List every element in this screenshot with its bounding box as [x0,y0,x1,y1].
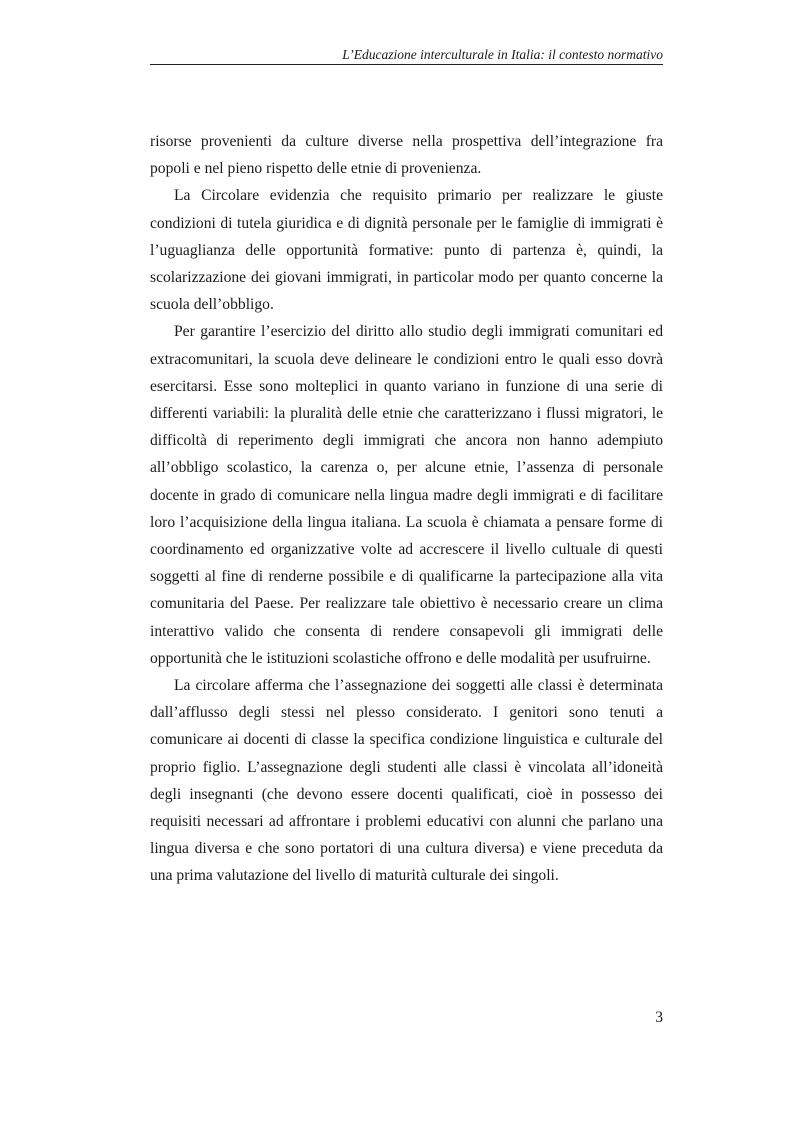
page-number: 3 [655,1009,663,1026]
paragraph-circolare-requisito: La Circolare evidenzia che requisito primario per realizzare le giuste condizioni di tutela giuridica e di dignità personale per le famiglie di immigrati è l’uguaglianza delle opportunità formative: punto di partenza è, quindi, la scolarizzazione dei giovani immigrati, in particolar modo per quanto concerne la scuola dell’obbligo. [150,187,663,314]
paragraph-assegnazione-classi: La circolare afferma che l’assegnazione dei soggetti alle classi è determinata dall’afflusso degli stessi nel plesso considerato. I genitori sono tenuti a comunicare ai docenti di classe la specifica condizione linguistica e culturale del proprio figlio. L’assegnazione degli studenti alle classi è vincolata all’idoneità degli insegnanti (che devono essere docenti qualificati, cioè in possesso dei requisiti necessari ad affrontare i problemi educativi con alunni che parlano una lingua diversa e che sono portatori di una cultura diversa) e viene preceduta da una prima valutazione del livello di maturità culturale dei singoli. [150,677,663,885]
paragraph-diritto-studio: Per garantire l’esercizio del diritto allo studio degli immigrati comunitari ed extracomunitari, la scuola deve delineare le condizioni entro le quali esso dovrà esercitarsi. Esse sono molteplici in quanto variano in funzione di una serie di differenti variabili: la pluralità delle etnie che caratterizzano i flussi migratori, le difficoltà di reperimento degli immigrati che ancora non hanno adempiuto all’obbligo scolastico, la carenza o, per alcune etnie, l’assenza di personale docente in grado di comunicare nella lingua madre degli immigrati e di facilitare loro l’acquisizione della lingua italiana. La scuola è chiamata a pensare forme di coordinamento ed organizzative volte ad accrescere il livello cultuale di questi soggetti al fine di renderne possibile e di qualificarne la partecipazione alla vita comunitaria del Paese. Per realizzare tale obiettivo è necessario creare un clima interattivo valido che consenta di rendere consapevoli gli immigrati delle opportunità che le istituzioni scolastiche offrono e delle modalità per usufruirne. [150,323,663,667]
running-header: L’Educazione interculturale in Italia: il contesto normativo [342,47,663,62]
body-text [150,128,663,890]
header-rule [150,64,663,65]
paragraph-continued: risorse provenienti da culture diverse nella prospettiva dell’integrazione fra popoli e nel pieno rispetto delle etnie di provenienza. [150,133,663,178]
